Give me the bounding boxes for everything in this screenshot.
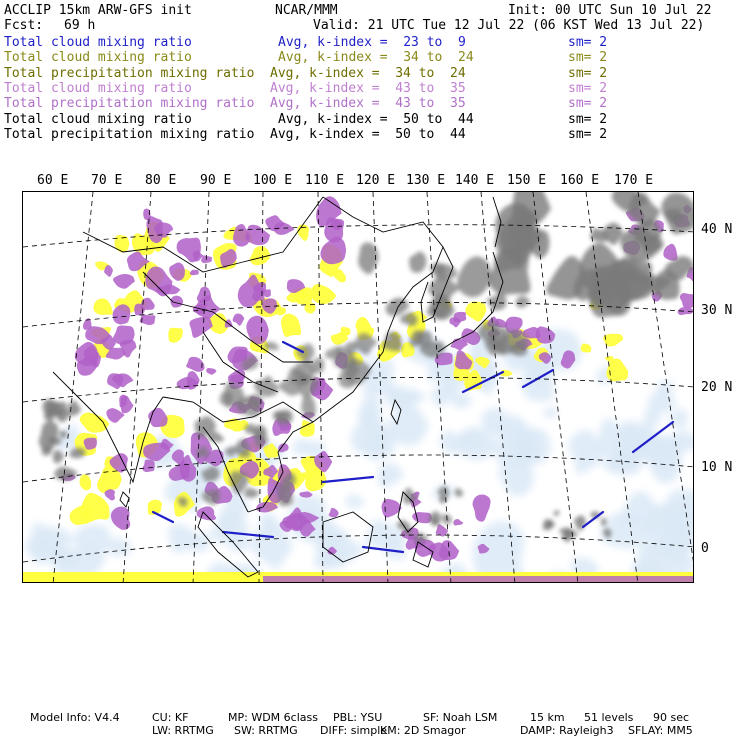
- legend-field: Total cloud mixing ratio: [4, 50, 192, 66]
- model-title: ACCLIP 15km ARW-GFS init: [4, 3, 192, 18]
- org-label: NCAR/MMM: [275, 3, 338, 18]
- precip-patch: [465, 302, 486, 322]
- high-cloud-patch: [515, 296, 530, 308]
- high-cloud-patch: [385, 298, 409, 316]
- legend-range: Avg, k-index = 34 to 24: [270, 65, 466, 81]
- longitude-label: 80 E: [145, 173, 177, 188]
- legend-range: Avg, k-index = 50 to 44: [270, 126, 466, 142]
- footer-item: PBL: YSU: [333, 711, 383, 724]
- longitude-label: 170 E: [614, 173, 654, 188]
- footer-item: MP: WDM 6class: [228, 711, 318, 724]
- mid-cloud-patch: [189, 317, 212, 338]
- mid-cloud-patch: [663, 244, 677, 261]
- high-cloud-patch: [53, 450, 65, 463]
- fcst-label: Fcst:: [4, 18, 44, 33]
- footer-item: SF: Noah LSM: [423, 711, 498, 724]
- init-time: Init: 00 UTC Sun 10 Jul 22: [508, 3, 712, 18]
- light-cloud-patch: [656, 381, 674, 396]
- latitude-label: 40 N: [701, 222, 733, 237]
- high-cloud-patch: [39, 421, 59, 452]
- high-cloud-patch: [69, 448, 85, 459]
- footer-item: DAMP: Rayleigh3: [520, 724, 614, 737]
- footer-item: KM: 2D Smagor: [380, 724, 466, 737]
- latitude-label: 0: [701, 541, 709, 556]
- light-cloud-patch: [74, 524, 112, 550]
- high-cloud-patch: [546, 519, 554, 529]
- map-panel: [22, 191, 694, 583]
- mid-cloud-patch: [190, 270, 199, 276]
- high-cloud-patch: [553, 510, 559, 516]
- footer-item: 15 km: [530, 711, 565, 724]
- light-cloud-patch: [543, 407, 560, 419]
- legend-range: Avg, k-index = 23 to 9: [278, 35, 466, 50]
- longitude-label: 120 E: [356, 173, 396, 188]
- high-cloud-patch: [457, 256, 492, 297]
- mid-cloud-patch: [142, 459, 154, 472]
- legend-field: Total precipitation mixing ratio: [4, 65, 255, 81]
- footer-item: SW: RRTMG: [234, 724, 298, 737]
- high-cloud-patch: [382, 332, 402, 351]
- high-cloud-patch: [397, 520, 411, 530]
- light-cloud-patch: [104, 538, 131, 556]
- footer-item: LW: RRTMG: [152, 724, 214, 737]
- legend-field: Total precipitation mixing ratio: [4, 126, 255, 142]
- legend-range: Avg, k-index = 50 to 44: [278, 111, 474, 127]
- latitude-label: 30 N: [701, 303, 733, 318]
- longitude-label: 150 E: [507, 173, 547, 188]
- high-cloud-patch: [244, 488, 260, 498]
- fcst-value: 69 h: [64, 18, 96, 33]
- low-cloud-streak: [153, 512, 173, 522]
- mid-cloud-patch: [105, 489, 115, 500]
- high-cloud-patch: [254, 376, 279, 397]
- high-cloud-patch: [454, 488, 463, 497]
- light-cloud-patch: [659, 430, 694, 451]
- mid-cloud-patch: [206, 368, 217, 375]
- high-cloud-patch: [409, 252, 427, 273]
- footer-item: Model Info: V4.4: [30, 711, 120, 724]
- mid-cloud-patch: [169, 263, 185, 281]
- coastline: [120, 492, 129, 507]
- mid-cloud-patch: [113, 274, 135, 289]
- high-cloud-patch: [279, 380, 301, 396]
- precip-patch: [80, 412, 110, 432]
- latitude-label: 10 N: [701, 460, 733, 475]
- mid-cloud-patch: [453, 519, 463, 526]
- mid-cloud-patch: [233, 314, 245, 326]
- longitude-label: 160 E: [560, 173, 600, 188]
- mid-cloud-patch: [197, 506, 216, 520]
- longitude-label: 130 E: [406, 173, 446, 188]
- footer-item: SFLAY: MM5: [628, 724, 693, 737]
- mid-cloud-patch: [473, 495, 491, 522]
- longitude-label: 70 E: [91, 173, 123, 188]
- mid-cloud-patch: [121, 396, 134, 414]
- legend-range: Avg, k-index = 34 to 24: [278, 50, 474, 66]
- footer-item: 51 levels: [584, 711, 634, 724]
- mid-cloud-patch: [329, 508, 339, 518]
- mid-cloud-patch: [680, 293, 694, 308]
- legend-smoothing: sm= 2: [568, 65, 608, 81]
- meridian: [53, 192, 93, 583]
- light-cloud-patch: [378, 463, 405, 488]
- legend-field: Total cloud mixing ratio: [4, 35, 192, 50]
- longitude-label: 60 E: [37, 173, 69, 188]
- legend-smoothing: sm= 2: [568, 126, 608, 142]
- legend-smoothing: sm= 2: [568, 111, 608, 127]
- precip-patch: [93, 298, 112, 314]
- valid-time: Valid: 21 UTC Tue 12 Jul 22 (06 KST Wed 13 Jul 22): [313, 18, 705, 33]
- precip-patch: [168, 328, 183, 343]
- high-cloud-patch: [561, 530, 572, 543]
- high-cloud-patch: [273, 411, 282, 421]
- footer-item: 90 sec: [653, 711, 690, 724]
- precip-patch: [297, 224, 309, 241]
- longitude-label: 110 E: [305, 173, 345, 188]
- longitude-label: 100 E: [253, 173, 293, 188]
- high-cloud-patch: [546, 256, 585, 300]
- precip-patch: [311, 284, 337, 304]
- high-cloud-patch: [661, 192, 694, 234]
- mid-cloud-patch: [145, 266, 172, 296]
- legend-range: Avg, k-index = 43 to 35: [270, 80, 466, 96]
- legend-field: Total precipitation mixing ratio: [4, 96, 255, 112]
- precip-patch: [340, 327, 350, 336]
- map-canvas: [23, 192, 694, 583]
- precip-patch: [81, 493, 110, 522]
- mid-cloud-patch: [455, 350, 473, 369]
- precip-patch: [80, 474, 92, 490]
- longitude-label: 90 E: [200, 173, 232, 188]
- footer-item: CU: KF: [152, 711, 189, 724]
- footer-item: DIFF: simple: [320, 724, 388, 737]
- legend-smoothing: sm= 2: [568, 50, 608, 66]
- legend-range: Avg, k-index = 43 to 35: [270, 96, 466, 112]
- precip-patch: [304, 302, 315, 313]
- high-cloud-patch: [68, 401, 81, 416]
- latitude-label: 20 N: [701, 380, 733, 395]
- precip-patch: [581, 343, 592, 352]
- light-cloud-patch: [168, 524, 197, 553]
- mid-cloud-band: [263, 576, 694, 583]
- legend-field: Total cloud mixing ratio: [4, 111, 192, 127]
- light-cloud-patch: [669, 409, 688, 428]
- high-cloud-patch: [574, 515, 586, 531]
- light-cloud-patch: [345, 494, 365, 508]
- longitude-label: 140 E: [455, 173, 495, 188]
- legend-smoothing: sm= 2: [568, 80, 608, 96]
- precip-patch: [281, 314, 301, 337]
- legend-smoothing: sm= 2: [568, 96, 608, 112]
- precip-patch: [606, 359, 628, 382]
- low-cloud-streak: [323, 477, 373, 482]
- legend-smoothing: sm= 2: [568, 35, 608, 50]
- legend-field: Total cloud mixing ratio: [4, 80, 192, 96]
- high-cloud-patch: [601, 518, 607, 526]
